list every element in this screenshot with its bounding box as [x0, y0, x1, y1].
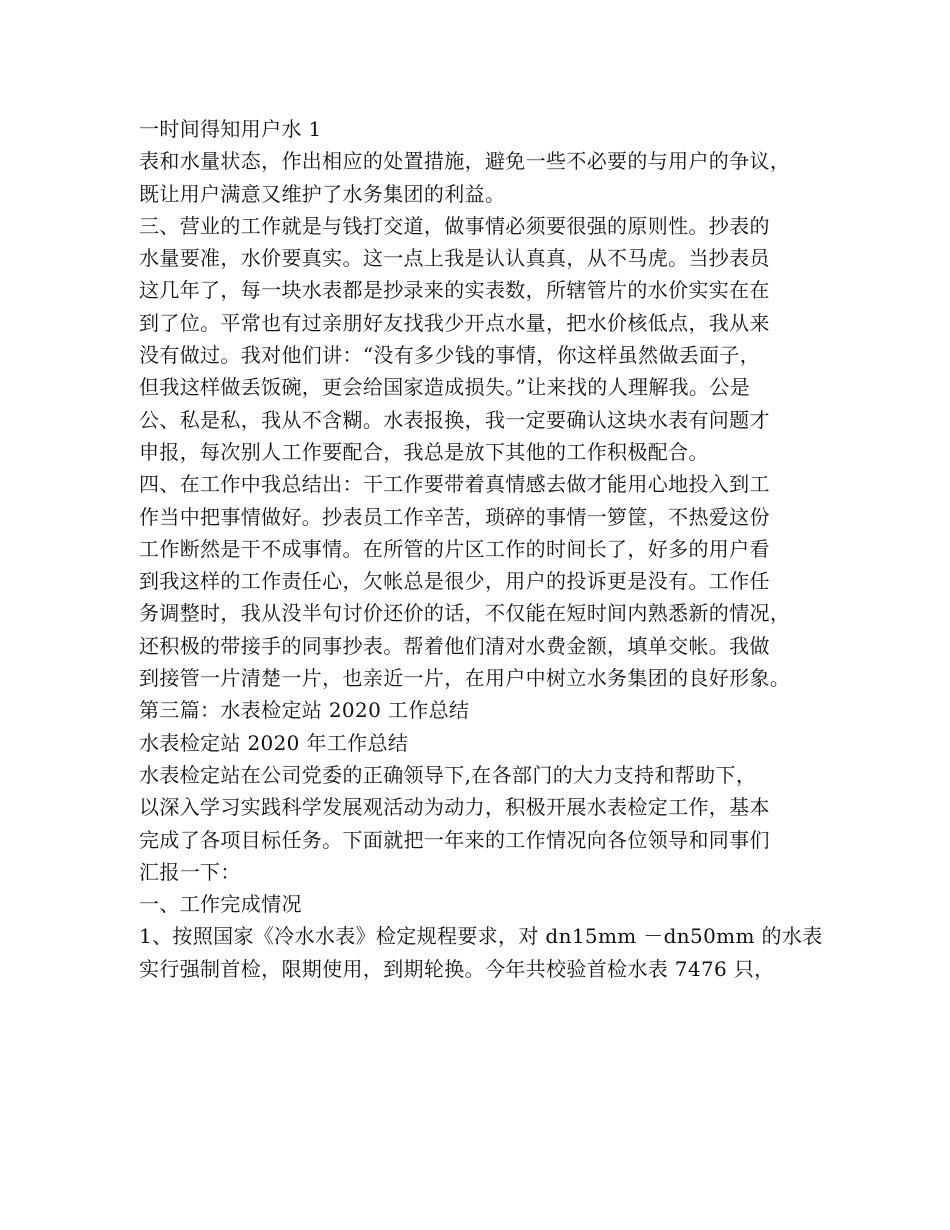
subsection-heading: 一、工作完成情况	[139, 892, 302, 917]
text-line: 表和水量状态，作出相应的处置措施，避免一些不必要的与用户的争议，	[139, 149, 791, 174]
text-line: 工作断然是干不成事情。在所管的片区工作的时间长了，好多的用户看	[139, 536, 770, 561]
text-line: 到我这样的工作责任心，欠帐总是很少，用户的投诉更是没有。工作任	[139, 569, 770, 594]
text-line: 还积极的带接手的同事抄表。帮着他们清对水费金额，填单交帐。我做	[139, 633, 770, 658]
document-title: 水表检定站 2020 年工作总结	[139, 730, 409, 755]
text-line: 务调整时，我从没半句讨价还价的话，不仅能在短时间内熟悉新的情况，	[139, 601, 791, 626]
text-line: 汇报一下：	[139, 859, 241, 884]
text-line: 但我这样做丢饭碗，更会给国家造成损失。”让来找的人理解我。公是	[139, 375, 751, 400]
text-line: 公、私是私，我从不含糊。水表报换，我一定要确认这块水表有问题才	[139, 407, 770, 432]
text-line: 水量要准，水价要真实。这一点上我是认认真真，从不马虎。当抄表员	[139, 246, 770, 271]
text-line: 到接管一片清楚一片，也亲近一片，在用户中树立水务集团的良好形象。	[139, 666, 791, 691]
section-heading: 第三篇：水表检定站 2020 工作总结	[139, 698, 470, 723]
text-line: 实行强制首检，限期使用，到期轮换。今年共校验首检水表 7476 只，	[139, 956, 775, 981]
text-line: 水表检定站在公司党委的正确领导下,在各部门的大力支持和帮助下，	[139, 762, 757, 787]
body-text	[139, 113, 839, 985]
text-line: 完成了各项目标任务。下面就把一年来的工作情况向各位领导和同事们	[139, 827, 770, 852]
text-line: 一时间得知用户水 1	[139, 117, 322, 141]
text-line: 这几年了，每一块水表都是抄录来的实表数，所辖管片的水价实实在在	[139, 278, 770, 303]
text-line: 既让用户满意又维护了水务集团的利益。	[139, 181, 506, 206]
text-line: 作当中把事情做好。抄表员工作辛苦，琐碎的事情一箩筐，不热爱这份	[139, 504, 770, 529]
text-line: 到了位。平常也有过亲朋好友找我少开点水量，把水价核低点，我从来	[139, 310, 770, 335]
text-line: 没有做过。我对他们讲：“没有多少钱的事情，你这样虽然做丢面子，	[139, 343, 761, 368]
text-line: 三、营业的工作就是与钱打交道，做事情必须要很强的原则性。抄表的	[139, 213, 770, 238]
text-line: 申报，每次别人工作要配合，我总是放下其他的工作积极配合。	[139, 439, 709, 464]
text-line: 四、在工作中我总结出：干工作要带着真情感去做才能用心地投入到工	[139, 472, 770, 497]
text-line: 1、按照国家《冷水水表》检定规程要求，对 dn15mm －dn50mm 的水表	[139, 924, 823, 949]
text-line: 以深入学习实践科学发展观活动为动力，积极开展水表检定工作，基本	[139, 795, 770, 820]
